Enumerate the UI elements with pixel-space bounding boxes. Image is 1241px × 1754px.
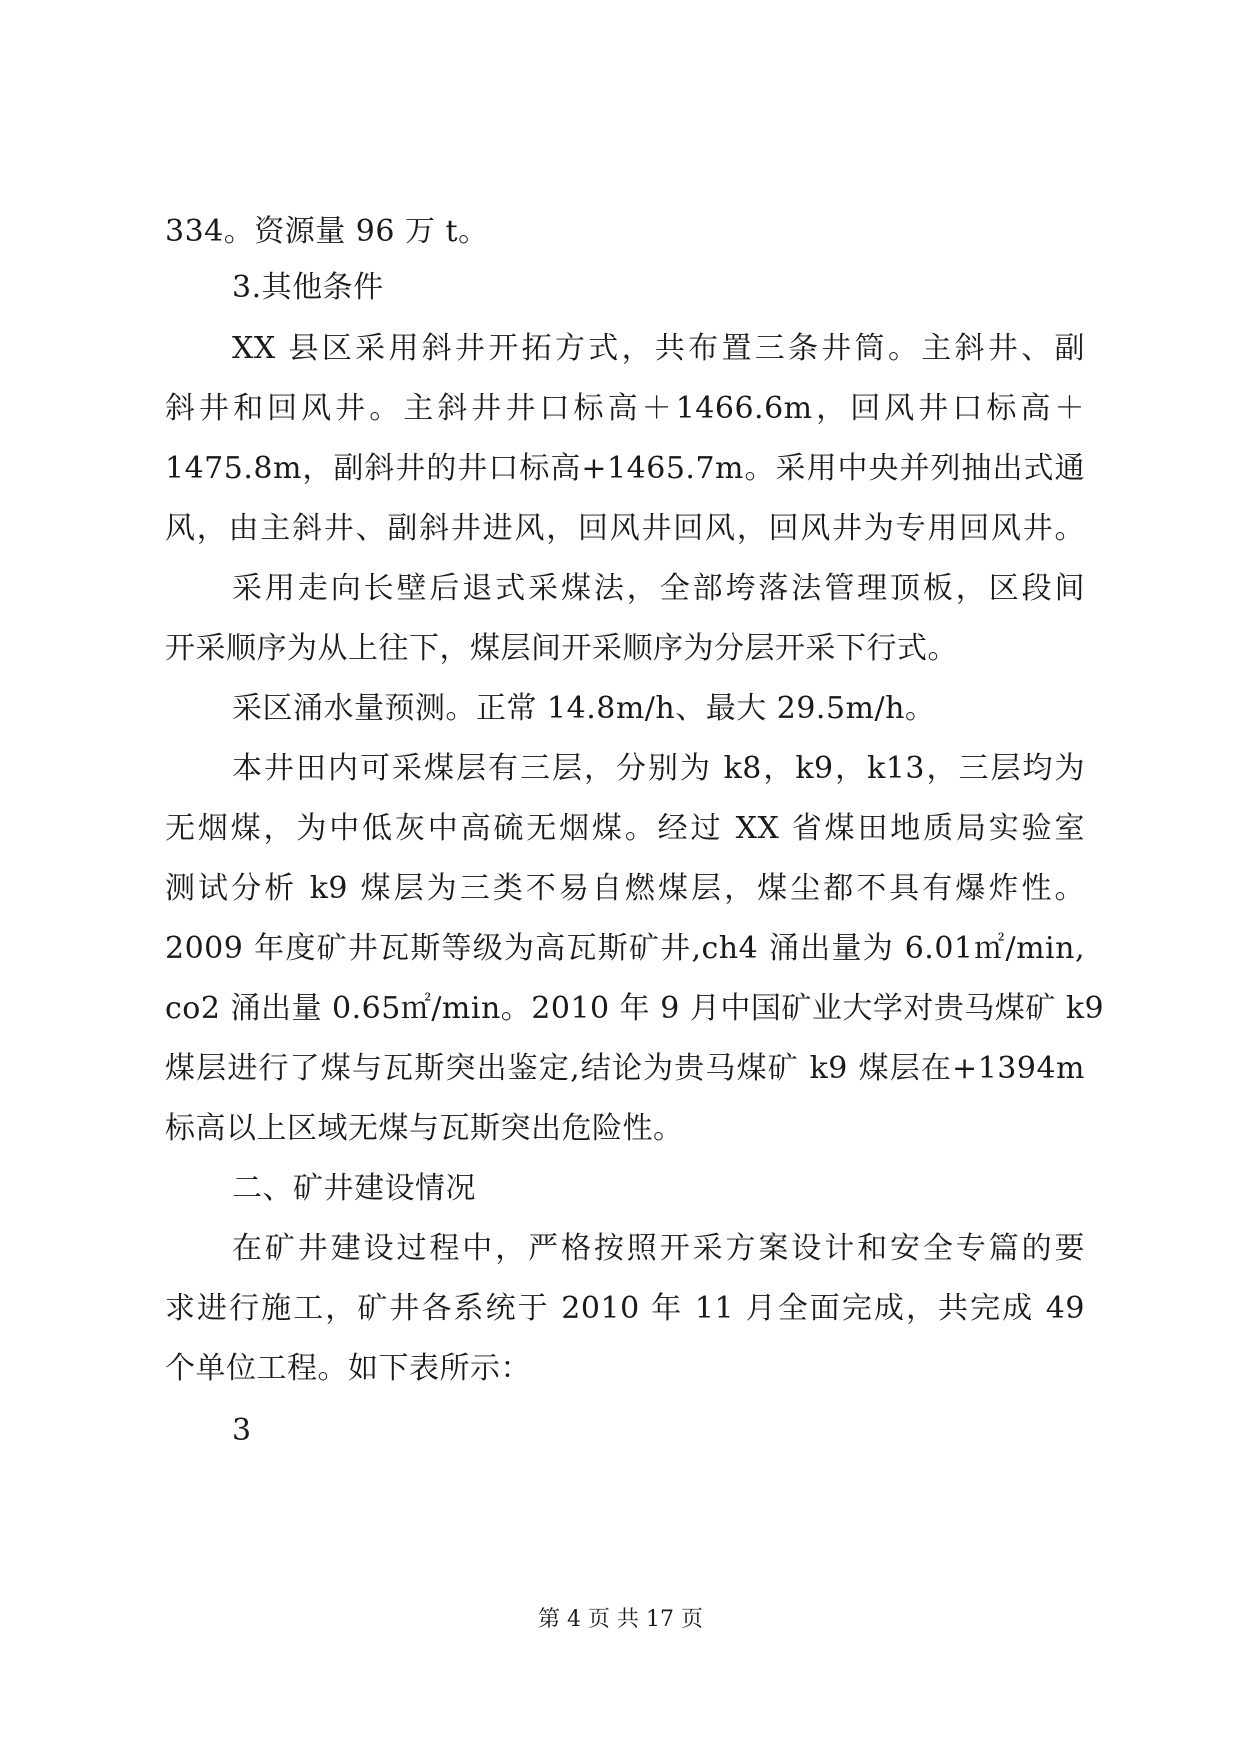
text-line-7: 采用走向长壁后退式采煤法，全部垮落法管理顶板，区段间 — [232, 571, 1085, 606]
text-line-18: 在矿井建设过程中，严格按照开采方案设计和安全专篇的要 — [232, 1231, 1085, 1266]
page-footer: 第 4 页 共 17 页 — [538, 1607, 703, 1632]
text-line-3: XX 县区采用斜井开拓方式，共布置三条井筒。主斜井、副 — [232, 331, 1085, 366]
text-line-4: 斜井和回风井。主斜井井口标高＋1466.6m，回风井口标高＋ — [165, 391, 1085, 426]
text-line-8: 开采顺序为从上往下，煤层间开采顺序为分层开采下行式。 — [165, 631, 958, 666]
section-heading-mine-construction: 二、矿井建设情况 — [232, 1171, 476, 1206]
text-line-6: 风，由主斜井、副斜井进风，回风井回风，回风井为专用回风井。 — [165, 511, 1085, 546]
text-line-16: 标高以上区域无煤与瓦斯突出危险性。 — [165, 1111, 684, 1146]
text-line-12: 测试分析 k9 煤层为三类不易自燃煤层，煤尘都不具有爆炸性。 — [165, 871, 1085, 906]
text-line-20: 个单位工程。如下表所示： — [165, 1351, 531, 1386]
text-line-9: 采区涌水量预测。正常 14.8m/h、最大 29.5m/h。 — [232, 691, 936, 726]
text-line-15: 煤层进行了煤与瓦斯突出鉴定,结论为贵马煤矿 k9 煤层在+1394m — [165, 1051, 1085, 1086]
text-line-19: 求进行施工，矿井各系统于 2010 年 11 月全面完成，共完成 49 — [165, 1291, 1085, 1326]
text-line-10: 本井田内可采煤层有三层，分别为 k8，k9，k13，三层均为 — [232, 751, 1085, 786]
text-line-14: co2 涌出量 0.65㎡/min。2010 年 9 月中国矿业大学对贵马煤矿 k9 — [165, 991, 1105, 1026]
text-line-13: 2009 年度矿井瓦斯等级为高瓦斯矿井,ch4 涌出量为 6.01㎡/min, — [165, 931, 1085, 966]
inline-page-number: 3 — [232, 1413, 252, 1448]
text-line-1: 334。资源量 96 万 t。 — [165, 214, 489, 249]
text-line-5: 1475.8m，副斜井的井口标高+1465.7m。采用中央并列抽出式通 — [165, 451, 1085, 486]
section-heading-other-conditions: 3.其他条件 — [232, 270, 384, 305]
text-line-11: 无烟煤，为中低灰中高硫无烟煤。经过 XX 省煤田地质局实验室 — [165, 811, 1085, 846]
